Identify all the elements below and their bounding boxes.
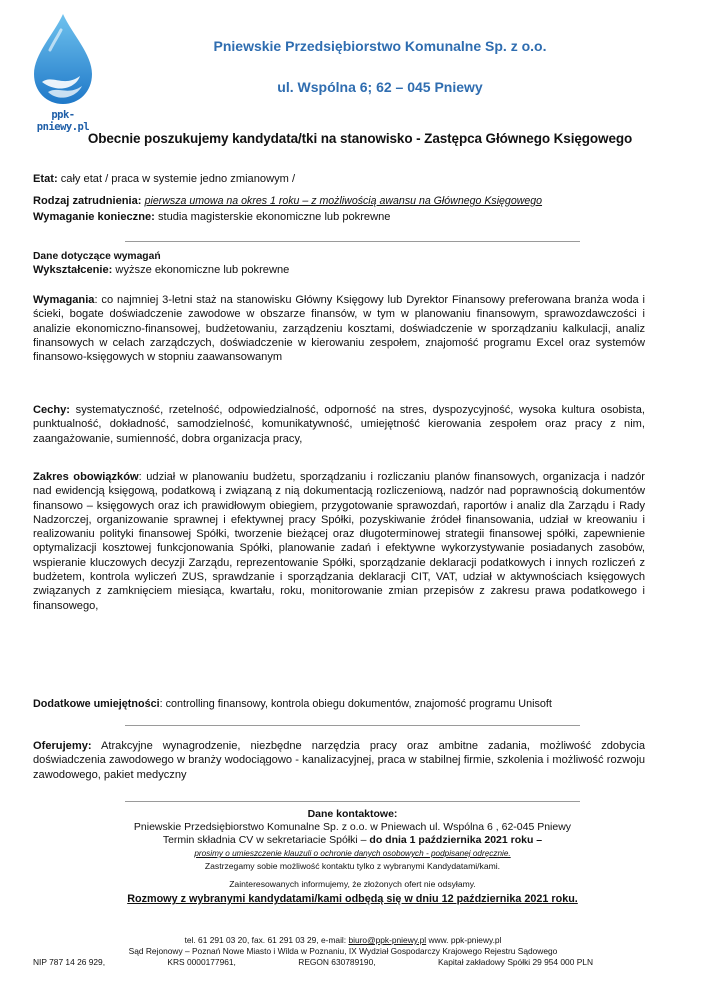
footer-registry bbox=[33, 957, 593, 968]
contact-heading: Dane kontaktowe: bbox=[307, 808, 398, 820]
wymaganie-value: studia magisterskie ekonomiczne lub pokrewne bbox=[154, 211, 391, 223]
job-headline: Obecnie poszukujemy kandydata/tki na stanowisko - Zastępca Głównego Księgowego bbox=[87, 131, 633, 146]
deadline-line: Termin składnia CV w sekretariacie Spółki – do dnia 1 października 2021 roku – bbox=[162, 834, 543, 846]
wyksztalcenie-line bbox=[33, 263, 645, 277]
dodatkowe-label: Dodatkowe umiejętności bbox=[33, 698, 160, 710]
www-text: www. ppk-pniewy.pl bbox=[426, 935, 502, 945]
regon: REGON 630789190, bbox=[298, 957, 376, 967]
wymagania-paragraph: Wymagania: co najmniej 3-letni staż na stanowisku Główny Księgowy lub Dyrektor Finansowy preferowana branża woda i ścieki, bogate doświadczenie zawodowe w obszarze finansów, w tym w planowaniu finansowym, sprawozdawczości i analizie ekonomiczno-finansowej, budżetowaniu, zarządzeniu kosztami, doświadczenie w sporządzaniu kalkulacji, analiz finansowych w celach zarządczych, doświadczenie w kierowaniu zespołem, znajomość programu Excel oraz systemów finansowo-księgowych w stopniu zaawansowanym bbox=[33, 294, 645, 364]
oferujemy-paragraph: Oferujemy: Atrakcyjne wynagrodzenie, niezbędne narzędzia pracy oraz ambitne zadania, możliwość zdobycia doświadczenia zawodowego w branży wodociągowo - kanalizacyjnej, praca w stabilnej firmie, szkolenia i możliwość rozwoju zawodowego, pakiet medyczny bbox=[33, 740, 645, 781]
nip: NIP 787 14 26 929, bbox=[33, 957, 106, 967]
contact-section bbox=[30, 808, 675, 906]
email-link[interactable]: biuro@ppk-pniewy.pl bbox=[348, 935, 427, 945]
cechy-paragraph: Cechy: systematyczność, rzetelność, odpowiedzialność, odporność na stres, dyspozycyjność, wysoka kultura osobista, punktualność, dokładność, samodzielność, komunikatywność, umiejętność kierowania zespołem oraz pracy z nim, zaangażowanie, sumienność, dobra organizacja pracy, bbox=[33, 404, 645, 445]
zakres-label: Zakres obowiązków bbox=[33, 471, 139, 483]
deadline-date: do dnia 1 października 2021 roku – bbox=[369, 834, 543, 846]
wyksztalcenie-label: Wykształcenie: bbox=[33, 264, 113, 276]
cechy-label: Cechy: bbox=[33, 404, 70, 416]
etat-line bbox=[33, 172, 645, 186]
dodatkowe-line: Dodatkowe umiejętności: controlling finansowy, kontrola obiegu dokumentów, znajomość programu Unisoft bbox=[33, 698, 552, 710]
capital: Kapitał zakładowy Spółki 29 954 000 PLN bbox=[437, 957, 593, 967]
oferujemy-label: Oferujemy: bbox=[33, 740, 92, 752]
interviews-note: Rozmowy z wybranymi kandydatami/kami odbędą się w dniu 12 października 2021 roku. bbox=[127, 893, 578, 905]
krs: KRS 0000177961, bbox=[167, 957, 236, 967]
contact-company-line: Pniewskie Przedsiębiorstwo Komunalne Sp. z o.o. w Pniewach ul. Wspólna 6 , 62-045 Pniewy bbox=[133, 821, 572, 833]
wymaganie-line bbox=[33, 210, 645, 224]
logo-text: ppk-pniewy.pl bbox=[36, 109, 90, 133]
footer bbox=[33, 935, 653, 968]
divider-2 bbox=[125, 725, 580, 726]
footer-contacts: tel. 61 291 03 20, fax. 61 291 03 29, e-mail: biuro@ppk-pniewy.pl www. ppk-pniewy.pl bbox=[184, 935, 502, 945]
rodzaj-label: Rodzaj zatrudnienia: bbox=[33, 195, 142, 207]
rodzaj-line bbox=[33, 194, 645, 208]
company-logo bbox=[28, 10, 98, 133]
rodzaj-value: pierwsza umowa na okres 1 roku – z możliwością awansu na Głównego Księgowego bbox=[144, 195, 543, 207]
water-drop-icon bbox=[28, 10, 98, 110]
reserve-note: Zastrzegamy sobie możliwość kontaktu tylko z wybranymi Kandydatami/kami. bbox=[204, 861, 501, 871]
footer-court: Sąd Rejonowy – Poznań Nowe Miasto i Wilda w Poznaniu, IX Wydział Gospodarczy Krajowego Rejestru Sądowego bbox=[128, 946, 558, 956]
wyksztalcenie-value: wyższe ekonomiczne lub pokrewne bbox=[112, 264, 290, 276]
divider-1 bbox=[125, 241, 580, 242]
consent-note: prosimy o umieszczenie klauzuli o ochronie danych osobowych - podpisanej odręcznie. bbox=[194, 849, 511, 858]
wymaganie-label: Wymaganie konieczne: bbox=[33, 211, 155, 223]
dane-heading: Dane dotyczące wymagań bbox=[33, 251, 161, 262]
company-name: Pniewskie Przedsiębiorstwo Komunalne Sp. z o.o. bbox=[213, 38, 547, 54]
etat-value: cały etat / praca w systemie jedno zmianowym / bbox=[57, 173, 296, 185]
divider-3 bbox=[125, 801, 580, 802]
inform-note: Zainteresowanych informujemy, że złożonych ofert nie odsyłamy. bbox=[229, 879, 476, 889]
company-address: ul. Wspólna 6; 62 – 045 Pniewy bbox=[277, 79, 483, 95]
zakres-paragraph: Zakres obowiązków: udział w planowaniu budżetu, sporządzaniu i rozliczaniu planów finansowych, organizacja i nadzór nad ewidencją księgową, podatkową i związaną z nią dokumentacją rozliczeniową, nadzór nad poprawnością dokumentów finansowo – księgowych oraz ich prawidłowym obiegiem, przygotowanie sprawozdań, raportów i analiz dla Zarządu i Rady Nadzorczej, organizowanie sprawnej i efektywnej pracy Spółki, pozyskiwanie źródeł finansowania, udział w kreowaniu i realizowaniu polityki finansowej Spółki, tworzenie bieżącej oraz długoterminowej strategii finansowej spółki, zapewnienie optymalizacji kosztowej funkcjonowania Spółki, planowanie zadań i efektywne wykorzystywanie posiadanych zasobów, wspieranie kluczowych decyzji Zarządu, reprezentowanie Spółki, sporządzanie deklaracji podatkowych i innych rozliczeń z budżetem, kontrola wyliczeń ZUS, sprawdzanie i sporządzania deklaracji CIT, VAT, udział w aktywnościach księgowych związanych z zamknięciem miesiąca, kwartału, roku, monitorowanie zmian przepisów z zakresu prawa podatkowego i finansowego, bbox=[33, 471, 645, 612]
wymagania-label: Wymagania bbox=[33, 294, 95, 306]
etat-label: Etat: bbox=[33, 173, 58, 185]
